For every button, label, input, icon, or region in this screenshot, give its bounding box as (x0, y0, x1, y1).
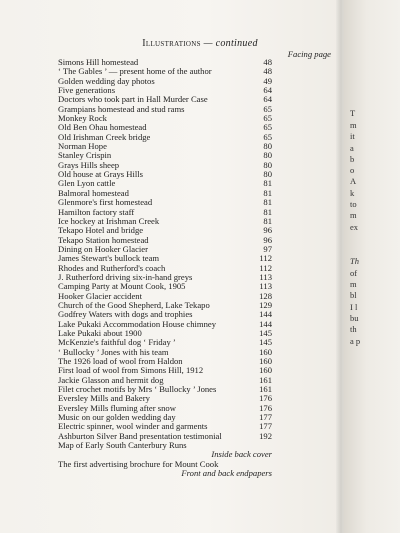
entry-page-number: 192 (259, 430, 272, 441)
right-page-text-fragment: b (350, 154, 355, 164)
entry-page-number: 81 (263, 215, 272, 226)
entry-page-number: 49 (263, 75, 272, 86)
entry-page-number: 161 (259, 384, 272, 395)
right-page-text-fragment: T (350, 108, 356, 118)
right-page-text-fragment: bu (350, 313, 359, 323)
entry-title: Eversley Mills and Bakery (58, 393, 150, 404)
entry-title: Grays Hills sheep (58, 159, 120, 170)
entry-page-number: 144 (259, 309, 272, 320)
entry-page-number: 160 (259, 346, 272, 357)
entry-page-number: 81 (263, 187, 272, 198)
right-page-text-fragment: a p (350, 336, 361, 346)
entry-title: Old Ben Ohau homestead (58, 122, 147, 133)
entry-page-number: 80 (263, 169, 272, 180)
illustrations-list (58, 58, 272, 478)
entry-title: Music on our golden wedding day (58, 412, 176, 423)
right-page-text-fragment: of (350, 268, 358, 278)
right-page-text-fragment: m (350, 279, 357, 289)
entry-title: Glen Lyon cattle (58, 178, 116, 189)
entry-title: The first advertising brochure for Mount Cook (58, 458, 219, 469)
entry-page-number: 80 (263, 150, 272, 161)
entry-title: Old Irishman Creek bridge (58, 131, 151, 142)
entry-title: First load of wool from Simons Hill, 1912 (58, 365, 204, 376)
entry-title: Tekapo Station homestead (58, 234, 149, 245)
entry-page-number: 161 (259, 374, 272, 385)
entry-page-number: 96 (263, 234, 272, 245)
entry-page-number: 81 (263, 197, 272, 208)
entry-title: Camping Party at Mount Cook, 1905 (58, 281, 186, 292)
right-page-text-fragment: Th (350, 256, 359, 266)
entry-title: Church of the Good Shepherd, Lake Tekapo (58, 299, 210, 310)
entry-page-number: 64 (263, 85, 272, 96)
entry-title: The 1926 load of wool from Haldon (58, 356, 183, 366)
entry-page-number: 65 (263, 113, 272, 124)
entry-title: Godfrey Waters with dogs and trophies (58, 309, 193, 320)
entry-title: Eversley Mills fluming after snow (58, 402, 176, 413)
entry-page-number: 113 (259, 271, 272, 282)
entry-page-number: 177 (259, 421, 272, 432)
entry-title: Inside back cover (211, 449, 272, 460)
entry-page-number: 96 (263, 225, 272, 236)
entry-title: Glenmore's first homestead (58, 197, 153, 208)
entry-page-number: 144 (259, 318, 272, 329)
facing-page-label: Facing page (287, 49, 331, 59)
right-page-text-fragment: a (350, 143, 354, 153)
heading-title: Illustrations (142, 38, 201, 49)
entry-title: Electric spinner, wool winder and garments (58, 421, 208, 432)
right-page-text-fragment: to (350, 199, 357, 209)
entry-title: Front and back endpapers (181, 468, 272, 479)
entry-page-number: 81 (263, 206, 272, 217)
page-heading (60, 38, 340, 49)
right-page-text-fragment: ex (350, 222, 359, 232)
right-page-text-fragment: bl (350, 290, 357, 300)
entry-title: Five generations (58, 85, 116, 96)
entry-title: Jackie Glasson and hermit dog (58, 374, 164, 385)
entry-title: Old house at Grays Hills (58, 169, 143, 180)
entry-title: Stanley Crispin (58, 150, 112, 161)
entry-page-number: 65 (263, 131, 272, 142)
entry-title: Hooker Glacier accident (58, 290, 142, 301)
entry-title: Filet crochet motifs by Mrs ‘ Bullocky ’ Jones (58, 384, 217, 395)
entry-page-number: 176 (259, 402, 272, 413)
entry-title: Monkey Rock (58, 113, 107, 124)
entry-title: Doctors who took part in Hall Murder Case (58, 94, 208, 105)
entry-page-number: 112 (259, 262, 272, 273)
entry-page-number: 128 (259, 290, 272, 301)
right-page-text-fragment: m (350, 120, 357, 130)
entry-title: James Stewart's bullock team (58, 253, 160, 264)
entry-page-number: 112 (259, 253, 272, 264)
entry-title: Ashburton Silver Band presentation testimonial (58, 430, 222, 441)
entry-title: Norman Hope (58, 141, 107, 152)
right-page-text-fragment: th (350, 324, 357, 334)
entry-page-number: 113 (259, 281, 272, 292)
right-page-text-fragment: o (350, 165, 355, 175)
entry-page-number: 145 (259, 327, 272, 338)
entry-page-number: 80 (263, 159, 272, 170)
entry-page-number: 48 (263, 66, 272, 77)
entry-title: Lake Pukaki Accommodation House chimney (58, 318, 216, 329)
entry-title: McKenzie's faithful dog ‘ Friday ’ (58, 337, 176, 348)
entry-title: Simons Hill homestead (58, 57, 139, 67)
entry-page-number: 176 (259, 393, 272, 404)
entry-title: Map of Early South Canterbury Runs (58, 440, 187, 451)
right-page-text-fragment: k (350, 188, 355, 198)
entry-page-number: 65 (263, 103, 272, 114)
entry-page-number: 80 (263, 141, 272, 152)
entry-title: ‘ The Gables ’ — present home of the author (58, 66, 212, 77)
entry-page-number: 97 (263, 243, 272, 254)
entry-page-number: 145 (259, 337, 272, 348)
entry-page-number: 48 (263, 57, 272, 67)
right-page-text-fragment: it (350, 131, 355, 141)
entry-page-number: 177 (259, 412, 272, 423)
entry-title: Golden wedding day photos (58, 75, 155, 86)
entry-title: Rhodes and Rutherford's coach (58, 262, 166, 273)
entry-page-number: 64 (263, 94, 272, 105)
entry-title: Grampians homestead and stud rams (58, 103, 185, 114)
entry-title: Tekapo Hotel and bridge (58, 225, 144, 236)
right-page-text-fragment: I l (350, 302, 358, 312)
entry-title: Balmoral homestead (58, 187, 129, 198)
entry-page-number: 160 (259, 356, 272, 366)
entry-title: J. Rutherford driving six-in-hand greys (58, 271, 193, 282)
entry-page-number: 160 (259, 365, 272, 376)
entry-title: Ice hockey at Irishman Creek (58, 215, 160, 226)
entry-page-number: 65 (263, 122, 272, 133)
entry-title: Dining on Hooker Glacier (58, 243, 148, 254)
entry-title: Lake Pukaki about 1900 (58, 327, 142, 338)
heading-continued: — continued (203, 38, 258, 49)
right-page (344, 0, 400, 533)
right-page-text-fragment: A (350, 176, 357, 186)
entry-page-number: 129 (259, 299, 272, 310)
entry-title: Hamilton factory staff (58, 206, 135, 217)
list-item (58, 469, 272, 478)
entry-title: ‘ Bullocky ’ Jones with his team (58, 346, 169, 357)
entry-page-number: 81 (263, 178, 272, 189)
right-page-text-fragment: m (350, 210, 357, 220)
